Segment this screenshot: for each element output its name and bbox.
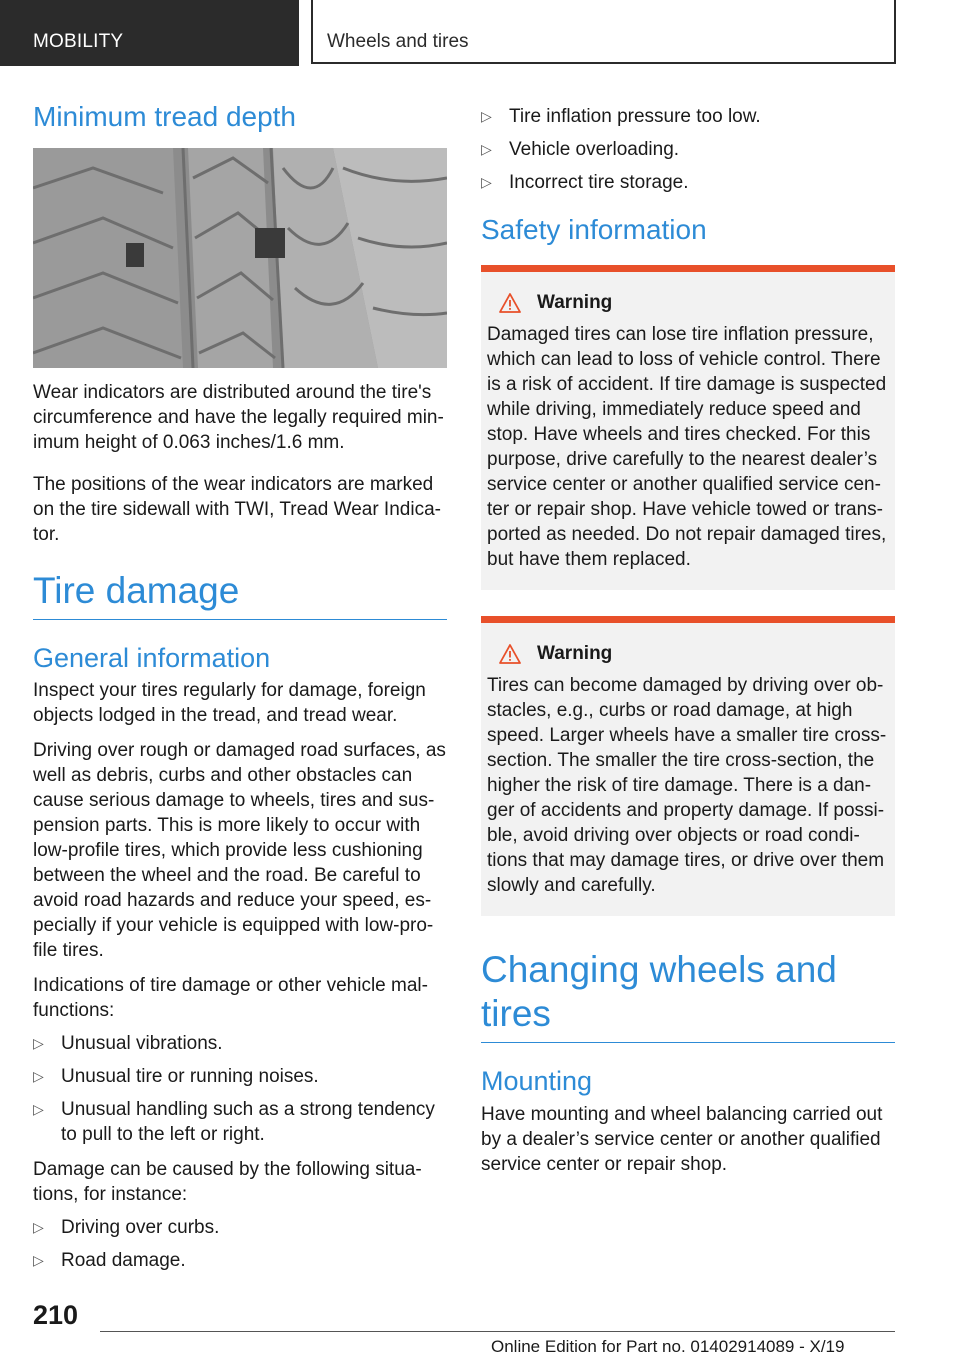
heading-mounting: Mounting (481, 1066, 593, 1097)
paragraph-inspect: Inspect your tires regularly for damage, foreign objects lodged in the tread, and tread wear. (33, 680, 426, 727)
heading-general-information: General information (33, 642, 271, 673)
heading-changing-wheels: Changing wheels and tires (481, 948, 895, 1044)
warning-title: Warning (537, 642, 613, 664)
chapter-tab (311, 0, 896, 64)
triangle-bullet-icon: ▷ (33, 1252, 44, 1269)
warning-triangle-icon (499, 293, 521, 313)
tire-tread-illustration (33, 148, 447, 368)
warning-box-obstacles (481, 616, 895, 916)
list-causes (33, 1215, 447, 1273)
list-item: ▷ Tire inflation pressure too low. (481, 106, 761, 127)
paragraph-mounting: Have mounting and wheel balancing carried out by a dealer’s service center or another qualified service center or repair shop. (481, 1103, 883, 1175)
list-item: ▷ Vehicle overloading. (481, 139, 680, 160)
triangle-bullet-icon: ▷ (481, 174, 492, 190)
list-causes-continued (481, 104, 895, 195)
warning-box-damaged-tires (481, 265, 895, 590)
triangle-bullet-icon: ▷ (33, 1101, 44, 1118)
heading-minimum-tread-depth: Minimum tread depth (33, 101, 297, 132)
left-column (33, 100, 447, 1273)
paragraph-indicator-positions: The positions of the wear indicators are marked on the tire sidewall with TWI, Tread Wear Indica-tor. (33, 473, 441, 545)
triangle-bullet-icon: ▷ (33, 1219, 44, 1236)
chapter-title: Wheels and tires (327, 31, 469, 52)
warning-triangle-icon (499, 644, 521, 664)
list-item: ▷ Unusual tire or running noises. (33, 1066, 319, 1088)
paragraph-damage-caused: Damage can be caused by the following situa-tions, for instance: (33, 1159, 422, 1206)
heading-tire-damage: Tire damage (33, 569, 447, 620)
section-title: MOBILITY (33, 31, 124, 52)
footer-edition: Online Edition for Part no. 01402914089 - X/19 (491, 1337, 845, 1356)
triangle-bullet-icon: ▷ (33, 1035, 44, 1052)
warning-text: Damaged tires can lose tire inflation pressure, which can lead to loss of vehicle control. There is a risk of accident. If tire damage is suspected while driving, immediately reduce speed and stop. Have wheels and tires checked. For this purpose, drive carefully to the nearest dealer’s service center or another qualified service cen-ter or repair shop. Have vehicle towed or trans-ported as needed. Do not repair damaged tires, but have them replaced. (487, 323, 887, 570)
list-indications (33, 1031, 447, 1147)
tire-tread-image (33, 148, 447, 368)
paragraph-driving-rough: Driving over rough or damaged road surfaces, as well as debris, curbs and other obstacles can cause serious damage to wheels, tires and sus-pension parts. This is more likely to occur with low-profile tires, which provide less cushioning between the wheel and the road. Be careful to avoid road hazards and reduce your speed, es-pecially if your vehicle is equipped with low-pro-file tires. (33, 740, 446, 962)
triangle-bullet-icon: ▷ (481, 108, 492, 124)
list-item: ▷ Incorrect tire storage. (481, 172, 689, 193)
triangle-bullet-icon: ▷ (33, 1068, 44, 1085)
warning-title: Warning (537, 291, 613, 313)
list-item: ▷ Unusual vibrations. (33, 1033, 223, 1055)
paragraph-wear-indicators: Wear indicators are distributed around the tire's circumference and have the legally required min-imum height of 0.063 inches/1.6 mm. (33, 381, 444, 453)
triangle-bullet-icon: ▷ (481, 141, 492, 157)
warning-title-row (499, 292, 887, 314)
warning-title-row (499, 643, 887, 665)
section-tab (0, 0, 299, 66)
warning-text: Tires can become damaged by driving over ob-stacles, e.g., curbs or road damage, at high speed. Larger wheels have a smaller tire cross-section. The smaller the tire cross-section, the higher the risk of tire damage. There is a dan-ger of accidents and property damage. If possi-ble, avoid driving over objects or road condi-tions that may damage tires, or drive over them slowly and carefully. (487, 674, 887, 896)
footer-divider (100, 1331, 895, 1332)
list-item: ▷ Unusual handling such as a strong tendency to pull to the left or right. (33, 1099, 435, 1146)
list-item: ▷ Road damage. (33, 1250, 186, 1272)
paragraph-indications: Indications of tire damage or other vehicle mal-functions: (33, 975, 428, 1022)
right-column (481, 100, 895, 1177)
list-item: ▷ Driving over curbs. (33, 1217, 220, 1239)
page-number: 210 (33, 1300, 79, 1330)
heading-safety-information: Safety information (481, 214, 707, 245)
